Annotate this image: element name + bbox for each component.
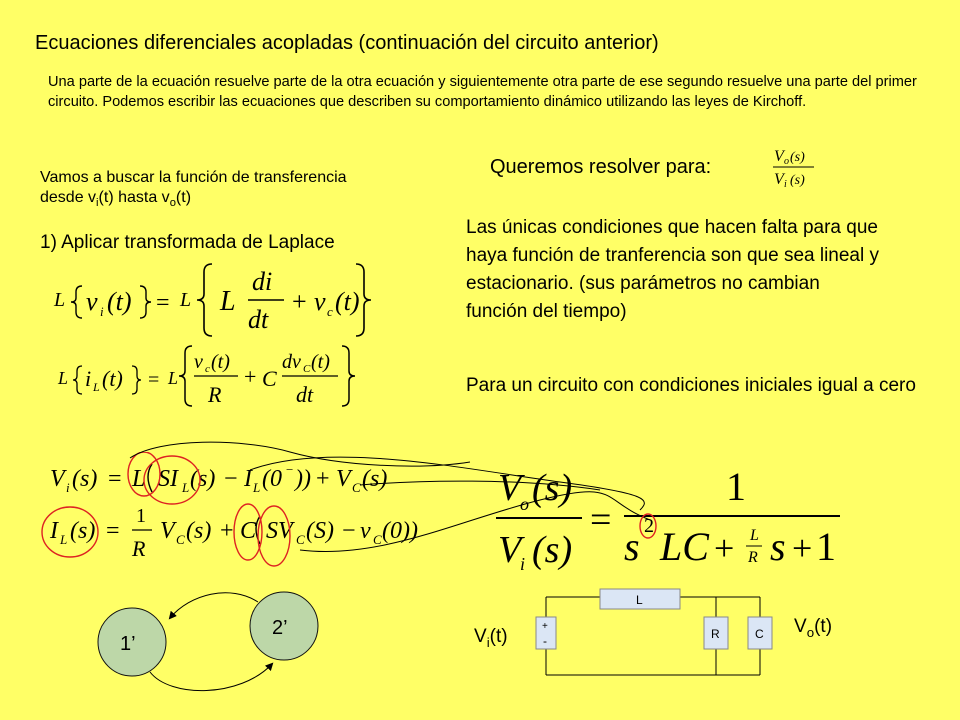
svg-text:(t): (t) [335,287,360,316]
svg-text:=: = [590,499,612,541]
svg-text:c: c [205,363,210,375]
svg-text:(0: (0 [262,466,282,492]
svg-text:L: L [168,368,179,388]
svg-text:)): )) [295,466,311,492]
svg-text:1: 1 [726,464,746,509]
svg-text:i: i [66,480,70,495]
svg-text:(s): (s) [190,466,216,492]
svg-text:L: L [220,286,236,317]
svg-text:s: s [624,524,640,569]
svg-text:R: R [748,549,758,566]
vout-label: $V_o(t)$ [794,616,833,640]
cycle-node-1-label: 1’ [120,633,136,655]
svg-text:v: v [194,351,203,373]
svg-text:(S): (S) [306,518,334,544]
source-plus-label: + [542,621,548,632]
svg-text:(s): (s) [362,466,388,492]
cycle-node-2-label: 2’ [272,617,288,639]
svg-text:L: L [132,466,146,492]
svg-text:(t): (t) [102,366,123,391]
svg-text:V: V [336,466,351,492]
svg-text:dv: dv [282,351,301,373]
svg-text:V: V [498,467,522,509]
svg-text:SV: SV [266,518,293,544]
svg-text:V: V [50,466,65,492]
svg-text:C: C [303,363,311,375]
svg-text:+: + [220,518,234,544]
svg-text:(s): (s) [70,518,96,544]
intro-paragraph: Una parte de la ecuación resuelve parte de la otra ecuación y siguientemente otra parte de ese segundo resuelve una parte del primer circuito. Podemos escribir las ecuaciones que describen su comportamiento dinámico utilizando las leyes de Kirchoff. [48,74,917,110]
svg-text:L: L [180,289,192,311]
initial-conditions-paragraph: Para un circuito con condiciones iniciales igual a cero [466,375,916,396]
svg-text:L: L [750,527,759,544]
feedback-cycle-diagram [80,580,340,700]
svg-text:R: R [208,382,222,407]
svg-text:i: i [85,366,92,391]
svg-text:1: 1 [816,524,836,569]
step-1-heading: 1) Aplicar transformada de Laplace [40,232,335,253]
solve-for-label: Queremos resolver para: [490,156,712,178]
svg-text:=: = [108,466,122,492]
svg-text:i: i [784,179,787,189]
svg-text:(t): (t) [107,287,132,316]
inductor-label: L [636,593,643,607]
svg-text:=: = [106,518,120,544]
svg-text:(s): (s) [72,466,98,492]
svg-text:V: V [160,518,175,544]
svg-text:o: o [784,156,789,167]
vin-label: $V_i(t)$ [474,626,508,650]
svg-text:R: R [132,536,146,561]
svg-text:+: + [316,466,330,492]
cycle-arrow-2-to-1 [170,593,258,618]
svg-text:2: 2 [644,515,654,537]
svg-text:c: c [327,304,333,319]
svg-text:V: V [774,171,784,188]
svg-text:1: 1 [136,505,146,527]
svg-text:V: V [774,148,784,165]
svg-text:LC: LC [660,524,709,569]
svg-text:o: o [520,494,529,514]
svg-text:dt: dt [248,305,269,334]
svg-text:v: v [360,518,371,544]
page-title: Ecuaciones diferenciales acopladas (continuación del circuito anterior) [35,32,659,54]
svg-text:C: C [176,532,185,547]
svg-text:C: C [296,532,305,547]
svg-text:=: = [148,369,160,391]
capacitor-label: C [755,627,764,641]
svg-text:SI: SI [158,466,178,492]
svg-text:C: C [373,532,382,547]
search-line-1: Vamos a buscar la función de transferencia [40,169,347,186]
search-line-2: desde $v_i(t)$ hasta $v_o(t)$ [40,189,192,210]
svg-text:(0)): (0)) [382,518,418,544]
svg-text:s: s [770,524,786,569]
svg-text:L: L [253,480,261,495]
cycle-arrow-1-to-2 [150,664,272,691]
svg-text:=: = [156,290,170,316]
svg-text:C: C [240,518,257,544]
transfer-function [490,452,850,578]
svg-text:(s): (s) [790,150,805,165]
svg-text:I: I [244,466,252,492]
svg-text:dt: dt [296,382,314,407]
svg-text:−: − [286,462,294,477]
svg-text:V: V [498,529,522,571]
conditions-paragraph: Las únicas condiciones que hacen falta para que haya función de tranferencia son que sea lineal y estacionario. (sus parámetros no cambian función del tiempo) [466,217,879,322]
svg-text:+: + [792,528,813,568]
svg-text:−: − [342,518,356,544]
svg-text:L: L [93,380,100,394]
svg-text:(t): (t) [211,351,230,373]
svg-text:(s): (s) [790,173,805,188]
svg-text:v: v [314,287,326,316]
svg-text:(s): (s) [186,518,212,544]
svg-text:i: i [520,554,526,574]
svg-text:C: C [352,480,361,495]
svg-text:+: + [292,287,307,316]
source-minus-label: - [543,634,547,648]
svg-text:(s): (s) [532,467,573,509]
resistor-label: R [711,627,720,641]
svg-text:(t): (t) [311,351,330,373]
svg-text:L: L [54,289,66,311]
svg-text:L: L [182,480,190,495]
svg-text:L: L [60,532,68,547]
svg-text:i: i [100,304,104,319]
svg-text:+: + [244,364,257,389]
svg-text:v: v [86,287,98,316]
svg-text:di: di [252,267,273,296]
svg-text:+: + [714,528,735,568]
rlc-circuit-diagram [460,585,860,705]
svg-text:(s): (s) [532,529,573,571]
svg-text:I: I [50,518,58,544]
svg-text:C: C [262,366,277,391]
svg-text:L: L [58,368,69,388]
svg-text:−: − [224,466,238,492]
